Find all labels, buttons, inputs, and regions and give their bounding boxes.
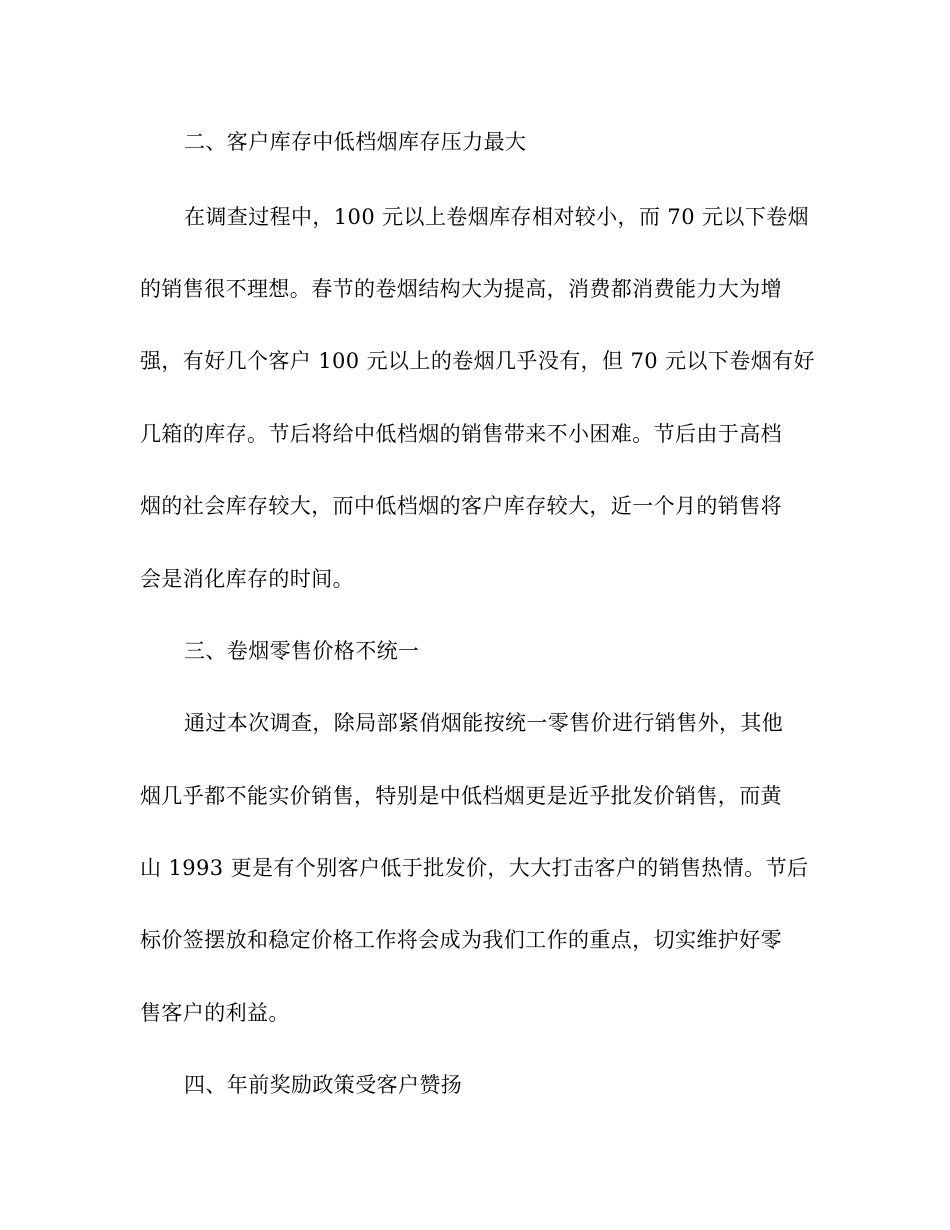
paragraph-line: 烟几乎都不能实价销售，特别是中低档烟更是近乎批发价销售，而黄: [140, 784, 782, 808]
paragraph-line: 通过本次调查，除局部紧俏烟能按统一零售价进行销售外，其他: [184, 711, 784, 735]
section-heading-price: 三、卷烟零售价格不统一: [184, 639, 420, 663]
paragraph-line: 山 1993 更是有个别客户低于批发价，大大打击客户的销售热情。节后: [140, 856, 809, 880]
section-heading-inventory: 二、客户库存中低档烟库存压力最大: [184, 130, 527, 154]
paragraph-line: 售客户的利益。: [140, 1001, 290, 1025]
paragraph-line: 强，有好几个客户 100 元以上的卷烟几乎没有，但 70 元以下卷烟有好: [140, 349, 815, 373]
paragraph-line: 烟的社会库存较大，而中低档烟的客户库存较大，近一个月的销售将: [140, 494, 782, 518]
paragraph-line: 的销售很不理想。春节的卷烟结构大为提高，消费都消费能力大为增: [140, 277, 782, 301]
paragraph-line: 在调查过程中，100 元以上卷烟库存相对较小，而 70 元以下卷烟: [184, 205, 810, 229]
paragraph-line: 会是消化库存的时间。: [140, 567, 354, 591]
section-heading-incentive: 四、年前奖励政策受客户赞扬: [184, 1073, 463, 1097]
paragraph-line: 几箱的库存。节后将给中低档烟的销售带来不小困难。节后由于高档: [140, 422, 782, 446]
paragraph-line: 标价签摆放和稳定价格工作将会成为我们工作的重点，切实维护好零: [140, 928, 782, 952]
